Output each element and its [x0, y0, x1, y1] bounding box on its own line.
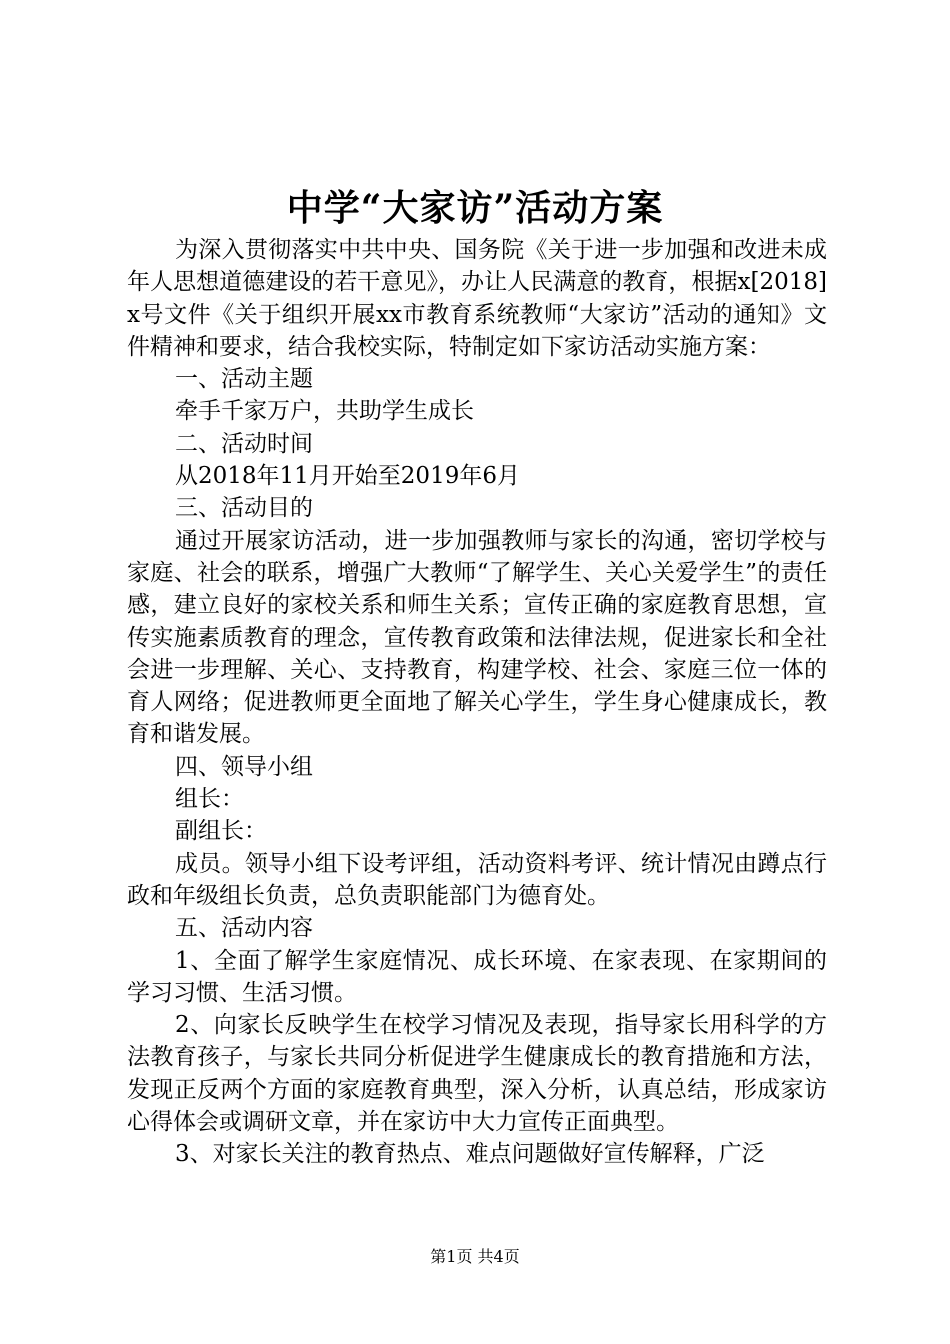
paragraph-deputy-leader: 副组长： [175, 818, 267, 845]
heading-content: 五、活动内容 [175, 915, 313, 942]
heading-theme: 一、活动主题 [175, 366, 313, 393]
document-body [127, 234, 827, 1171]
paragraph-content-2: 2、向家长反映学生在校学习情况及表现，指导家长用科学的方法教育孩子，与家长共同分析促进学生健康成长的教育措施和方法，发现正反两个方面的家庭教育典型，深入分析，认真总结，形成家访心得体会或调研文章，并在家访中大力宣传正面典型。 [127, 1012, 827, 1136]
page-footer: 第1页 共4页 [430, 1247, 520, 1266]
paragraph-members: 成员。领导小组下设考评组，活动资料考评、统计情况由蹲点行政和年级组长负责，总负责职能部门为德育处。 [127, 850, 827, 909]
document-title: 中学“大家访”活动方案 [286, 187, 664, 229]
paragraph-intro: 为深入贯彻落实中共中央、国务院《关于进一步加强和改进未成年人思想道德建设的若干意见》，办让人民满意的教育，根据x[2018]x号文件《关于组织开展xx市教育系统教师“大家访”活动的通知》文件精神和要求，结合我校实际，特制定如下家访活动实施方案： [127, 237, 827, 360]
heading-purpose: 三、活动目的 [175, 495, 313, 522]
paragraph-time: 从2018年11月开始至2019年6月 [175, 463, 520, 490]
paragraph-content-3: 3、对家长关注的教育热点、难点问题做好宣传解释，广泛 [175, 1141, 765, 1168]
paragraph-purpose: 通过开展家访活动，进一步加强教师与家长的沟通，密切学校与家庭、社会的联系，增强广大教师“了解学生、关心关爱学生”的责任感，建立良好的家校关系和师生关系；宣传正确的家庭教育思想，宣传实施素质教育的理念，宣传教育政策和法律法规，促进家长和全社会进一步理解、关心、支持教育，构建学校、社会、家庭三位一体的育人网络；促进教师更全面地了解关心学生，学生身心健康成长，教育和谐发展。 [127, 527, 827, 748]
paragraph-theme: 牵手千家万户，共助学生成长 [175, 398, 474, 425]
heading-time: 二、活动时间 [175, 430, 313, 457]
paragraph-content-1: 1、全面了解学生家庭情况、成长环境、在家表现、在家期间的学习习惯、生活习惯。 [127, 947, 827, 1006]
heading-leadership: 四、领导小组 [175, 753, 313, 780]
paragraph-leader: 组长： [175, 786, 244, 813]
